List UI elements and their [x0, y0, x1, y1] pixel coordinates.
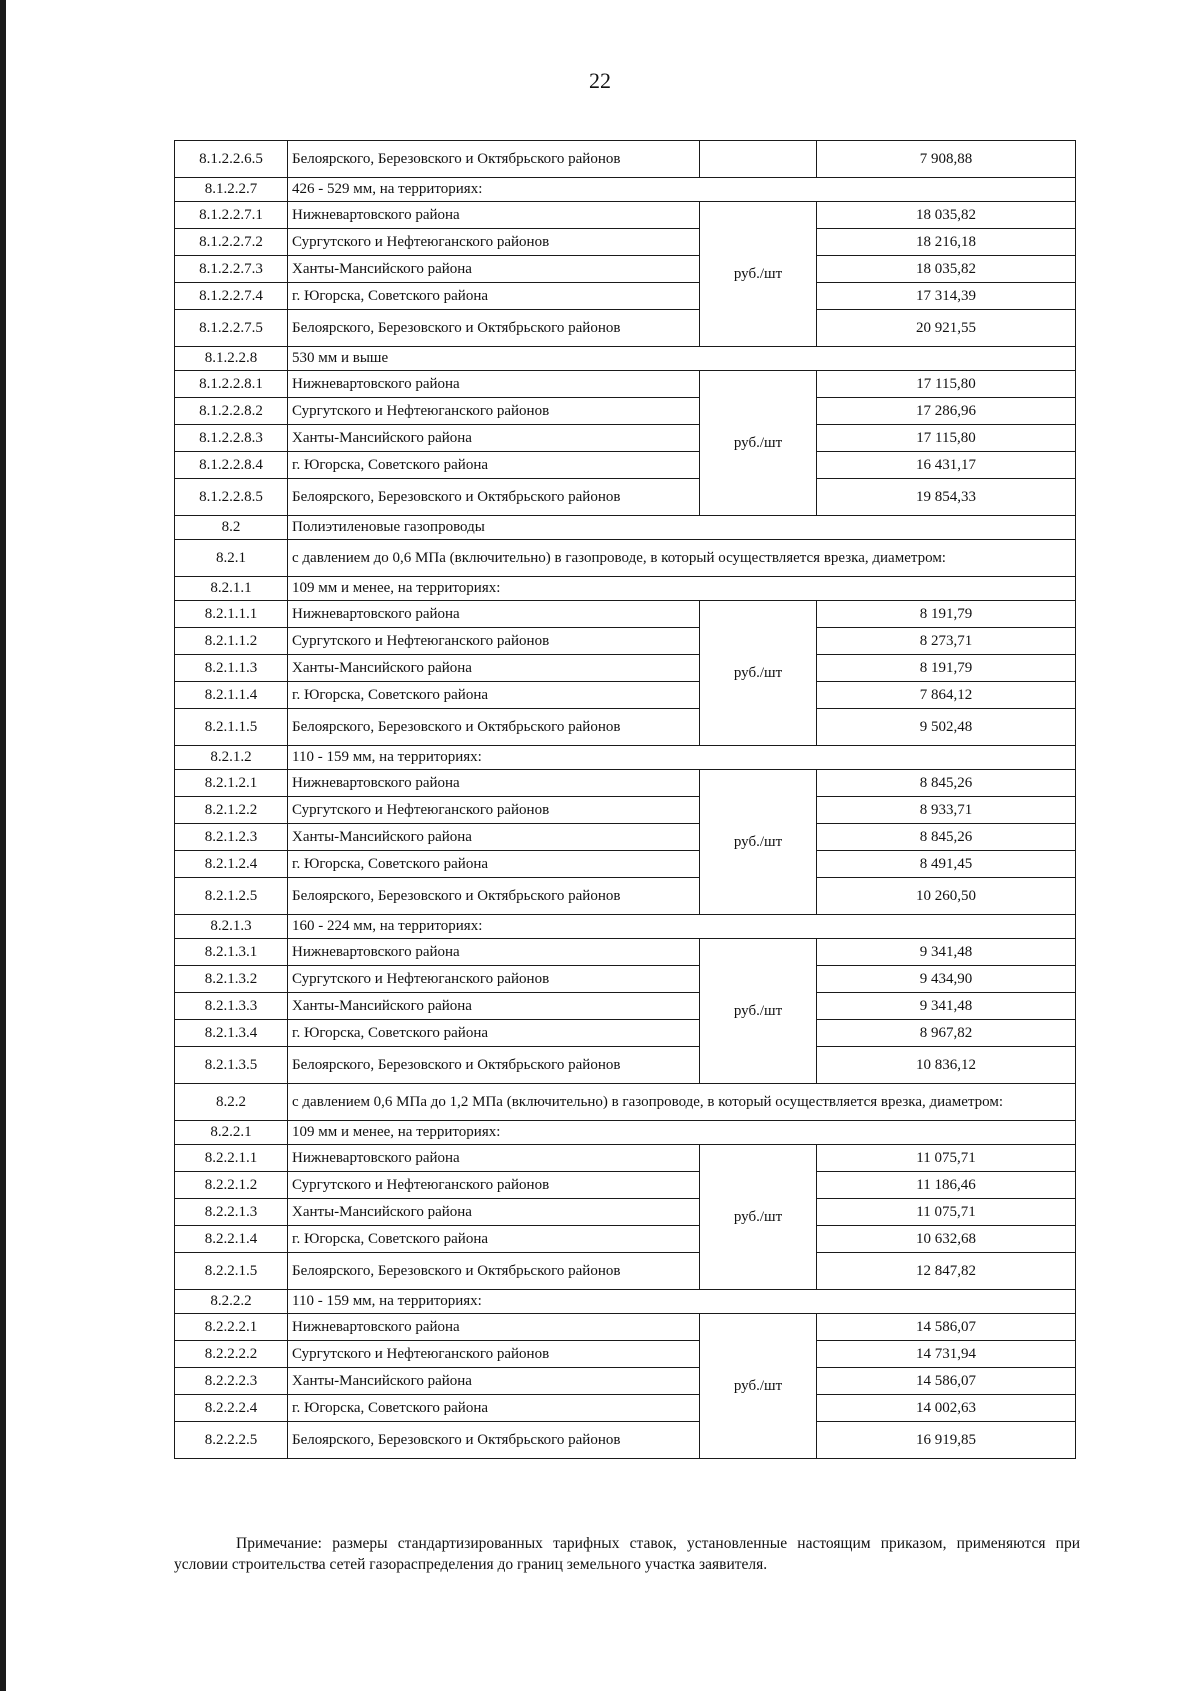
- row-name: Белоярского, Березовского и Октябрьского районов: [288, 479, 700, 516]
- table-row: [175, 746, 1076, 770]
- row-name: Ханты-Мансийского района: [288, 1368, 700, 1395]
- table-row: [175, 1199, 1076, 1226]
- table-row: [175, 1047, 1076, 1084]
- row-unit: руб./шт: [700, 939, 817, 1084]
- row-code: 8.2.1.3.5: [175, 1047, 288, 1084]
- row-code: 8.2.1: [175, 540, 288, 577]
- table-row: [175, 256, 1076, 283]
- row-code: 8.2.1.1.3: [175, 655, 288, 682]
- table-row: [175, 1084, 1076, 1121]
- row-value: 17 115,80: [817, 425, 1076, 452]
- row-code: 8.2.1.1.1: [175, 601, 288, 628]
- table-row: [175, 479, 1076, 516]
- row-value: 8 491,45: [817, 851, 1076, 878]
- row-name: Ханты-Мансийского района: [288, 425, 700, 452]
- row-name: г. Югорска, Советского района: [288, 452, 700, 479]
- row-code: 8.2.2.2: [175, 1290, 288, 1314]
- table-row: [175, 577, 1076, 601]
- table-row: [175, 682, 1076, 709]
- row-name: г. Югорска, Советского района: [288, 1020, 700, 1047]
- row-code: 8.2.1.2.3: [175, 824, 288, 851]
- row-unit: [700, 141, 817, 178]
- row-value: 20 921,55: [817, 310, 1076, 347]
- row-value: 10 260,50: [817, 878, 1076, 915]
- row-name: Ханты-Мансийского района: [288, 655, 700, 682]
- table-row: [175, 851, 1076, 878]
- table-row: [175, 1290, 1076, 1314]
- row-code: 8.2.2.1.5: [175, 1253, 288, 1290]
- row-code: 8.2.2: [175, 1084, 288, 1121]
- table-row: [175, 628, 1076, 655]
- row-code: 8.2.1.2.2: [175, 797, 288, 824]
- row-value: 18 216,18: [817, 229, 1076, 256]
- row-value: 9 341,48: [817, 993, 1076, 1020]
- row-value: 9 502,48: [817, 709, 1076, 746]
- row-name: г. Югорска, Советского района: [288, 682, 700, 709]
- row-name: Сургутского и Нефтеюганского районов: [288, 1172, 700, 1199]
- row-code: 8.2.2.1.3: [175, 1199, 288, 1226]
- row-header: с давлением до 0,6 МПа (включительно) в газопроводе, в который осуществляется врезка, диаметром:: [288, 540, 1076, 577]
- row-code: 8.2.2.2.1: [175, 1314, 288, 1341]
- row-code: 8.2.1.1.4: [175, 682, 288, 709]
- table-row: [175, 540, 1076, 577]
- row-value: 10 632,68: [817, 1226, 1076, 1253]
- row-code: 8.2.1.2: [175, 746, 288, 770]
- row-code: 8.1.2.2.8.2: [175, 398, 288, 425]
- row-code: 8.1.2.2.8.5: [175, 479, 288, 516]
- row-name: Сургутского и Нефтеюганского районов: [288, 398, 700, 425]
- table-row: [175, 371, 1076, 398]
- tariff-table-body: [175, 141, 1076, 1459]
- row-code: 8.2.1.3.3: [175, 993, 288, 1020]
- row-code: 8.2.2.1.4: [175, 1226, 288, 1253]
- row-value: 9 341,48: [817, 939, 1076, 966]
- table-row: [175, 1253, 1076, 1290]
- row-value: 16 431,17: [817, 452, 1076, 479]
- table-row: [175, 516, 1076, 540]
- row-value: 14 731,94: [817, 1341, 1076, 1368]
- table-row: [175, 797, 1076, 824]
- table-row: [175, 347, 1076, 371]
- table-row: [175, 1145, 1076, 1172]
- tariff-table: [174, 140, 1076, 1459]
- table-row: [175, 452, 1076, 479]
- page-number: 22: [589, 68, 611, 93]
- table-row: [175, 178, 1076, 202]
- row-name: г. Югорска, Советского района: [288, 851, 700, 878]
- row-unit: руб./шт: [700, 1314, 817, 1459]
- row-code: 8.1.2.2.7.4: [175, 283, 288, 310]
- row-value: 8 845,26: [817, 770, 1076, 797]
- row-code: 8.2.1.1.5: [175, 709, 288, 746]
- row-value: 9 434,90: [817, 966, 1076, 993]
- row-code: 8.2.1.1.2: [175, 628, 288, 655]
- scan-edge: [0, 0, 6, 1691]
- row-code: 8.2.2.2.3: [175, 1368, 288, 1395]
- row-name: Белоярского, Березовского и Октябрьского районов: [288, 878, 700, 915]
- row-name: Белоярского, Березовского и Октябрьского районов: [288, 141, 700, 178]
- row-name: Сургутского и Нефтеюганского районов: [288, 628, 700, 655]
- row-name: Нижневартовского района: [288, 770, 700, 797]
- table-row: [175, 141, 1076, 178]
- row-code: 8.2.1.1: [175, 577, 288, 601]
- row-value: 18 035,82: [817, 256, 1076, 283]
- row-code: 8.1.2.2.7.1: [175, 202, 288, 229]
- row-value: 7 864,12: [817, 682, 1076, 709]
- table-row: [175, 283, 1076, 310]
- row-code: 8.2.1.3.4: [175, 1020, 288, 1047]
- table-row: [175, 709, 1076, 746]
- row-header: 109 мм и менее, на территориях:: [288, 577, 1076, 601]
- row-header: с давлением 0,6 МПа до 1,2 МПа (включительно) в газопроводе, в который осуществляется врезка, диаметром:: [288, 1084, 1076, 1121]
- row-code: 8.1.2.2.8.1: [175, 371, 288, 398]
- row-name: Ханты-Мансийского района: [288, 1199, 700, 1226]
- table-row: [175, 1020, 1076, 1047]
- row-value: 14 586,07: [817, 1368, 1076, 1395]
- row-code: 8.2.1.2.1: [175, 770, 288, 797]
- row-code: 8.2.2.1.2: [175, 1172, 288, 1199]
- table-row: [175, 1226, 1076, 1253]
- row-value: 17 314,39: [817, 283, 1076, 310]
- row-code: 8.2.1.3.1: [175, 939, 288, 966]
- row-header: 530 мм и выше: [288, 347, 1076, 371]
- row-code: 8.2.2.1: [175, 1121, 288, 1145]
- row-value: 14 586,07: [817, 1314, 1076, 1341]
- row-name: Белоярского, Березовского и Октябрьского районов: [288, 1422, 700, 1459]
- table-row: [175, 1314, 1076, 1341]
- row-header: Полиэтиленовые газопроводы: [288, 516, 1076, 540]
- row-name: Сургутского и Нефтеюганского районов: [288, 1341, 700, 1368]
- row-header: 109 мм и менее, на территориях:: [288, 1121, 1076, 1145]
- table-row: [175, 398, 1076, 425]
- table-row: [175, 993, 1076, 1020]
- row-name: Нижневартовского района: [288, 939, 700, 966]
- footnote: Примечание: размеры стандартизированных тарифных ставок, установленные настоящим приказом, применяются при условии строительства сетей газораспределения до границ земельного участка заявителя.: [174, 1535, 1080, 1573]
- row-name: Сургутского и Нефтеюганского районов: [288, 966, 700, 993]
- row-value: 18 035,82: [817, 202, 1076, 229]
- table-row: [175, 425, 1076, 452]
- table-row: [175, 878, 1076, 915]
- table-row: [175, 1422, 1076, 1459]
- row-name: Белоярского, Березовского и Октябрьского районов: [288, 310, 700, 347]
- row-value: 8 191,79: [817, 601, 1076, 628]
- row-name: Белоярского, Березовского и Октябрьского районов: [288, 1253, 700, 1290]
- row-code: 8.2.1.3.2: [175, 966, 288, 993]
- row-header: 110 - 159 мм, на территориях:: [288, 746, 1076, 770]
- row-value: 7 908,88: [817, 141, 1076, 178]
- row-code: 8.2.2.1.1: [175, 1145, 288, 1172]
- row-name: Сургутского и Нефтеюганского районов: [288, 797, 700, 824]
- table-row: [175, 966, 1076, 993]
- row-value: 11 186,46: [817, 1172, 1076, 1199]
- row-code: 8.1.2.2.7.3: [175, 256, 288, 283]
- row-header: 110 - 159 мм, на территориях:: [288, 1290, 1076, 1314]
- row-code: 8.2.2.2.5: [175, 1422, 288, 1459]
- row-value: 19 854,33: [817, 479, 1076, 516]
- row-name: Нижневартовского района: [288, 371, 700, 398]
- row-name: Нижневартовского района: [288, 1314, 700, 1341]
- row-code: 8.1.2.2.8.4: [175, 452, 288, 479]
- row-code: 8.2.1.3: [175, 915, 288, 939]
- row-unit: руб./шт: [700, 371, 817, 516]
- row-unit: руб./шт: [700, 601, 817, 746]
- row-code: 8.2.1.2.5: [175, 878, 288, 915]
- row-code: 8.2.2.2.2: [175, 1341, 288, 1368]
- table-row: [175, 601, 1076, 628]
- row-unit: руб./шт: [700, 202, 817, 347]
- row-value: 12 847,82: [817, 1253, 1076, 1290]
- row-code: 8.1.2.2.6.5: [175, 141, 288, 178]
- table-row: [175, 770, 1076, 797]
- row-code: 8.1.2.2.7: [175, 178, 288, 202]
- row-name: г. Югорска, Советского района: [288, 283, 700, 310]
- row-name: Белоярского, Березовского и Октябрьского районов: [288, 1047, 700, 1084]
- table-row: [175, 939, 1076, 966]
- row-code: 8.1.2.2.8: [175, 347, 288, 371]
- table-row: [175, 1121, 1076, 1145]
- row-unit: руб./шт: [700, 770, 817, 915]
- table-row: [175, 229, 1076, 256]
- table-row: [175, 1395, 1076, 1422]
- row-value: 11 075,71: [817, 1145, 1076, 1172]
- row-value: 16 919,85: [817, 1422, 1076, 1459]
- row-value: 8 191,79: [817, 655, 1076, 682]
- row-name: Ханты-Мансийского района: [288, 256, 700, 283]
- row-value: 8 273,71: [817, 628, 1076, 655]
- row-value: 8 845,26: [817, 824, 1076, 851]
- row-value: 8 933,71: [817, 797, 1076, 824]
- row-name: Нижневартовского района: [288, 202, 700, 229]
- row-name: Ханты-Мансийского района: [288, 824, 700, 851]
- row-name: Нижневартовского района: [288, 1145, 700, 1172]
- row-value: 17 115,80: [817, 371, 1076, 398]
- row-code: 8.2.1.2.4: [175, 851, 288, 878]
- row-name: Ханты-Мансийского района: [288, 993, 700, 1020]
- table-row: [175, 1341, 1076, 1368]
- row-unit: руб./шт: [700, 1145, 817, 1290]
- row-value: 8 967,82: [817, 1020, 1076, 1047]
- row-value: 17 286,96: [817, 398, 1076, 425]
- table-row: [175, 655, 1076, 682]
- row-code: 8.2: [175, 516, 288, 540]
- row-name: г. Югорска, Советского района: [288, 1226, 700, 1253]
- row-name: Нижневартовского района: [288, 601, 700, 628]
- table-row: [175, 1172, 1076, 1199]
- table-row: [175, 824, 1076, 851]
- row-header: 426 - 529 мм, на территориях:: [288, 178, 1076, 202]
- row-name: г. Югорска, Советского района: [288, 1395, 700, 1422]
- row-code: 8.1.2.2.7.2: [175, 229, 288, 256]
- row-code: 8.2.2.2.4: [175, 1395, 288, 1422]
- row-code: 8.1.2.2.8.3: [175, 425, 288, 452]
- row-name: Белоярского, Березовского и Октябрьского районов: [288, 709, 700, 746]
- table-row: [175, 310, 1076, 347]
- row-value: 10 836,12: [817, 1047, 1076, 1084]
- row-value: 14 002,63: [817, 1395, 1076, 1422]
- row-value: 11 075,71: [817, 1199, 1076, 1226]
- row-header: 160 - 224 мм, на территориях:: [288, 915, 1076, 939]
- table-row: [175, 202, 1076, 229]
- row-code: 8.1.2.2.7.5: [175, 310, 288, 347]
- row-name: Сургутского и Нефтеюганского районов: [288, 229, 700, 256]
- table-row: [175, 1368, 1076, 1395]
- table-row: [175, 915, 1076, 939]
